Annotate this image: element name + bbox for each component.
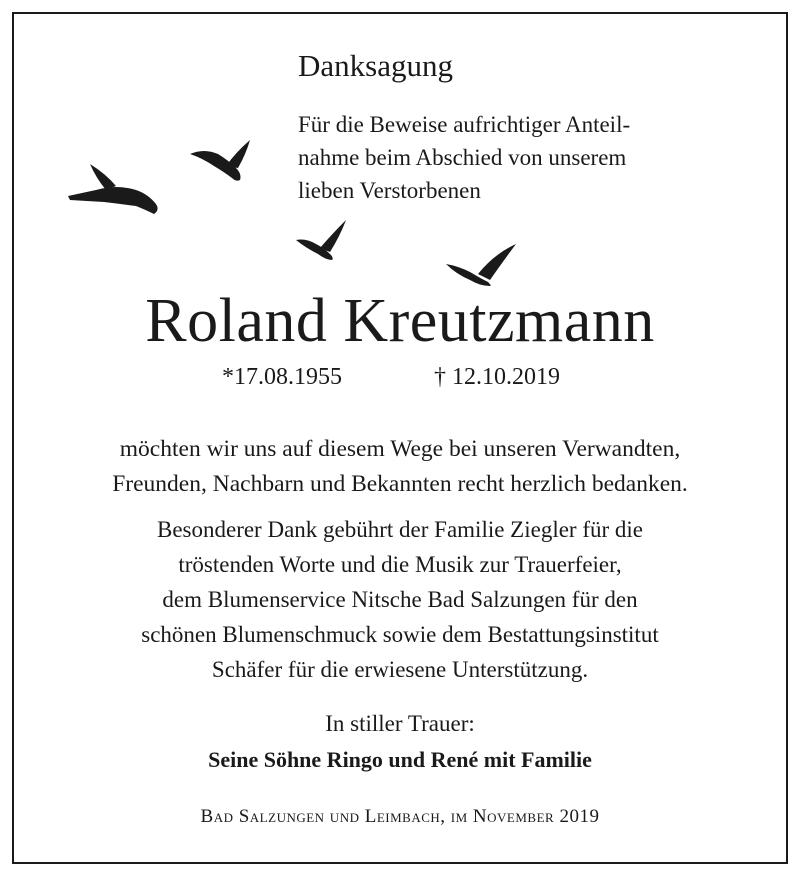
paragraph-line: Schäfer für die erwiesene Unterstützung. [211, 657, 589, 682]
notice-heading: Danksagung [298, 48, 453, 83]
bird-icon [188, 138, 254, 186]
paragraph-line: tröstenden Worte und die Musik zur Trauerfeier, [178, 552, 622, 577]
bird-icon [66, 160, 162, 218]
death-date: † 12.10.2019 [434, 364, 560, 390]
paragraph-line: dem Blumenservice Nitsche Bad Salzungen für den [162, 587, 638, 612]
paragraph-line: Besonderer Dank gebührt der Familie Ziegler für die [156, 517, 644, 542]
special-thanks-paragraph [0, 512, 800, 687]
family-signature: Seine Söhne Ringo und René mit Familie [208, 747, 592, 772]
bird-icon [444, 242, 518, 288]
deceased-name: Roland Kreutzmann [145, 287, 655, 355]
intro-line: nahme beim Abschied von unserem [298, 145, 627, 170]
birth-date: *17.08.1955 [222, 364, 342, 390]
bird-icon [294, 218, 348, 262]
mourning-line: In stiller Trauer: [325, 711, 475, 736]
paragraph-line: möchten wir uns auf diesem Wege bei unseren Verwandten, [119, 436, 681, 462]
intro-line: lieben Verstorbenen [298, 178, 481, 203]
thanks-paragraph [0, 432, 800, 502]
mourning-block [0, 706, 800, 778]
paragraph-line: Freunden, Nachbarn und Bekannten recht herzlich bedanken. [112, 471, 688, 497]
place-date: Bad Salzungen und Leimbach, im November 2019 [200, 806, 600, 827]
intro-text [298, 108, 630, 207]
intro-line: Für die Beweise aufrichtiger Anteil- [298, 112, 631, 137]
paragraph-line: schönen Blumenschmuck sowie dem Bestattungsinstitut [141, 622, 659, 647]
